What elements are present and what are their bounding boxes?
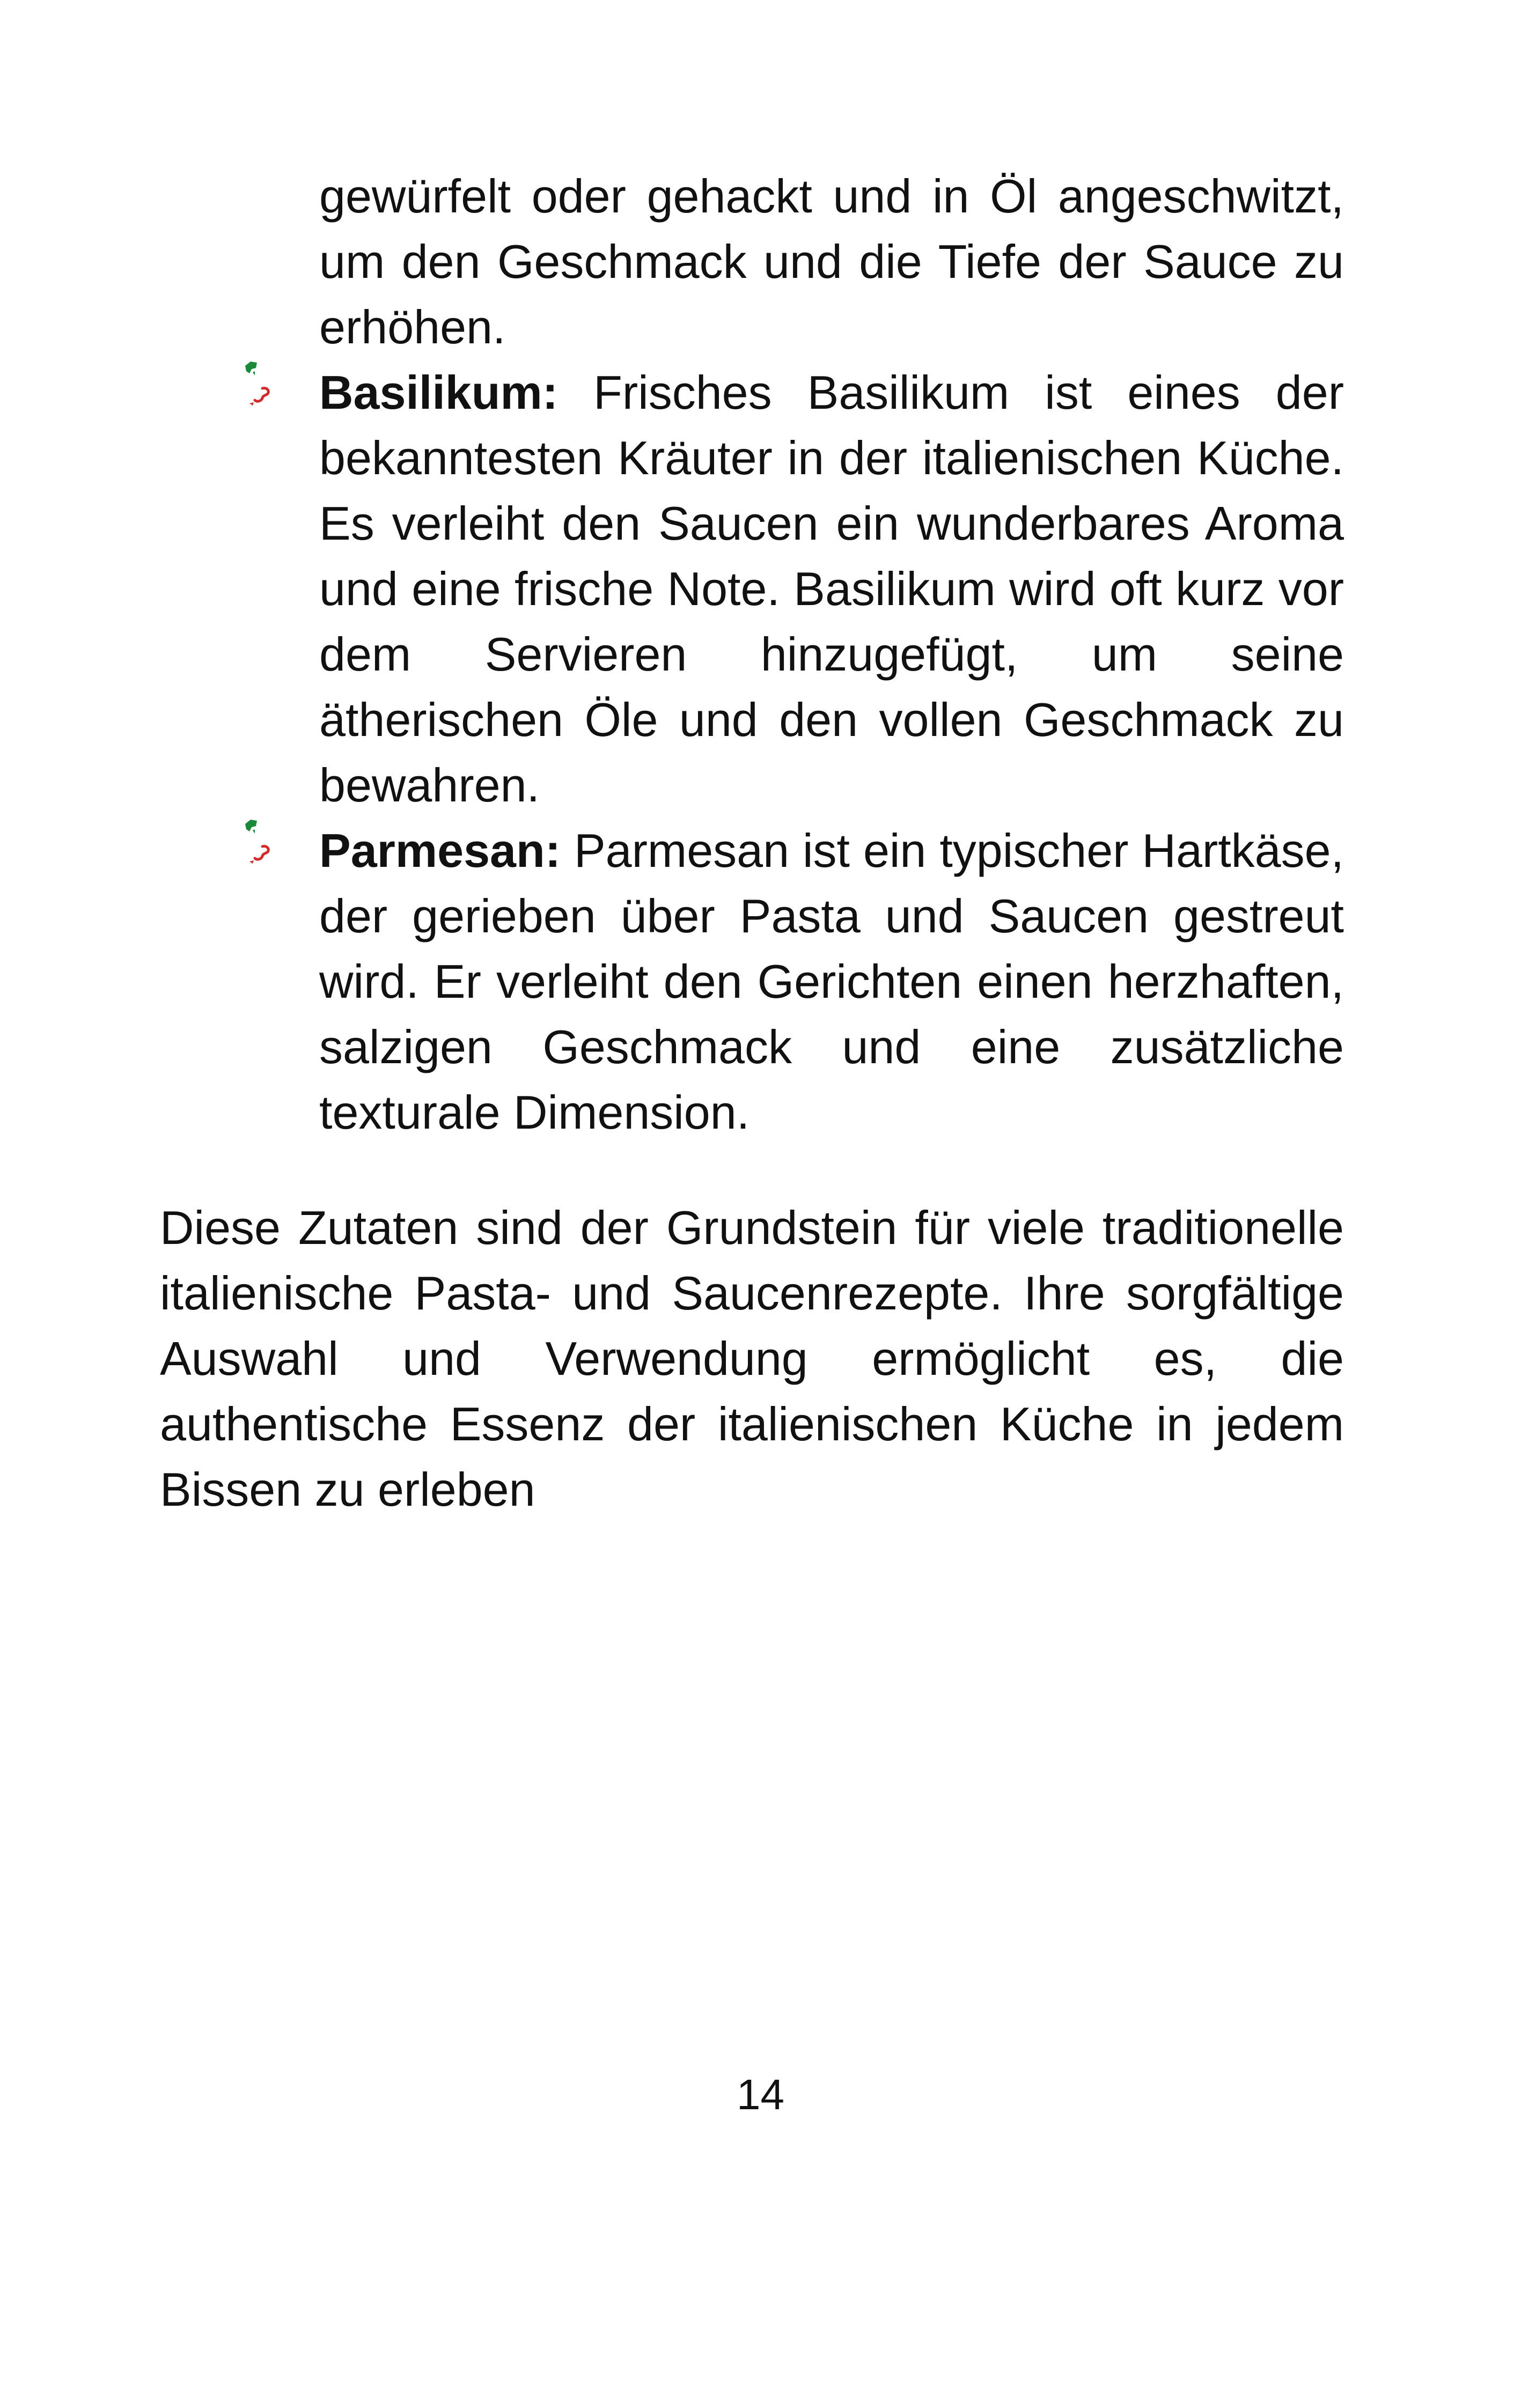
italy-map-icon — [239, 360, 276, 408]
list-item — [319, 818, 1344, 1145]
list-item — [319, 360, 1344, 818]
page-number: 14 — [737, 2071, 784, 2118]
list-item-term: Basilikum: — [319, 366, 559, 419]
ingredient-list — [319, 360, 1344, 1145]
closing-paragraph: Diese Zutaten sind der Grundstein für viele traditionelle italienische Pasta- und Saucenrezepte. Ihre sorgfältige Auswahl und Verwendung ermöglicht es, die authentische Essenz der italienischen Küche in jedem Bissen zu erleben — [160, 1201, 1344, 1516]
list-item-text: Parmesan ist ein typischer Hartkäse, der gerieben über Pasta und Saucen gestreut wird. Er verleiht den Gerichten einen herzhaften, salzigen Geschmack und eine zusätzliche texturale Dimension. — [319, 824, 1344, 1139]
continuation-paragraph: gewürfelt oder gehackt und in Öl angeschwitzt, um den Geschmack und die Tiefe der Sauce zu erhöhen. — [319, 170, 1344, 354]
list-item-term: Parmesan: — [319, 824, 561, 877]
italy-map-icon — [239, 818, 276, 866]
list-item-text: Frisches Basilikum ist eines der bekanntesten Kräuter in der italienischen Küche. Es verleiht den Saucen ein wunderbares Aroma und eine frische Note. Basilikum wird oft kurz vor dem Servieren hinzugefügt, um seine ätherischen Öle und den vollen Geschmack zu bewahren. — [319, 366, 1344, 812]
